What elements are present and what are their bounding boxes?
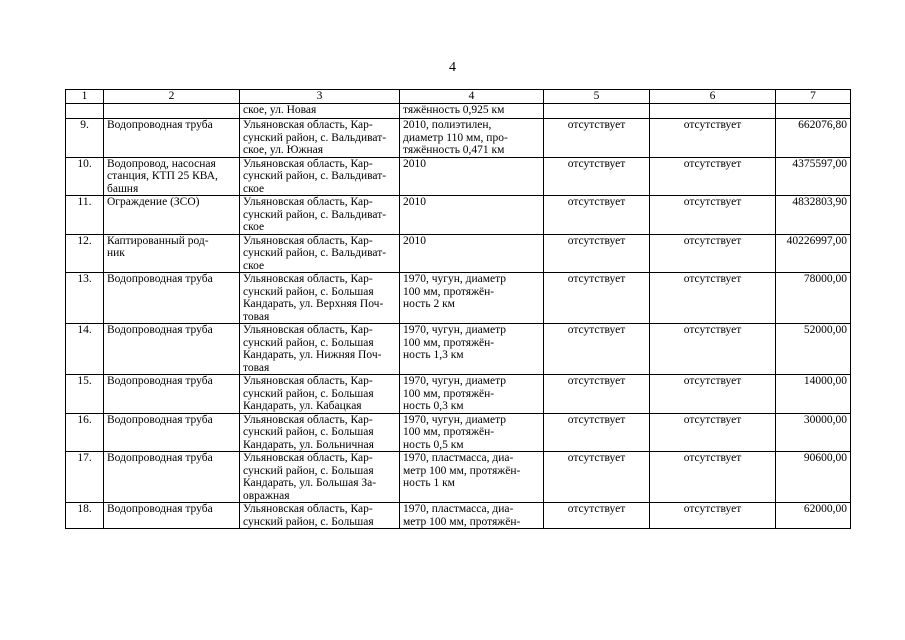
row-number-cell: 15.: [66, 375, 104, 414]
object-name-cell: [104, 104, 240, 119]
property-table: [65, 89, 851, 529]
details-cell: 2010: [400, 196, 544, 235]
details-cell: 2010: [400, 234, 544, 273]
column-number: 3: [240, 90, 400, 104]
object-name-cell: Водопроводная труба: [104, 503, 240, 529]
value-cell: 78000,00: [776, 273, 851, 324]
value-cell: 4375597,00: [776, 157, 851, 196]
table-row: [66, 413, 851, 452]
value-cell: 4832803,90: [776, 196, 851, 235]
table-row: [66, 503, 851, 529]
address-cell: Ульяновская область, Кар- сунский район, с. Вальдиват- ское, ул. Южная: [240, 119, 400, 158]
value-cell: [776, 104, 851, 119]
table-row: [66, 196, 851, 235]
details-cell: 2010, полиэтилен, диаметр 110 мм, про- тяжённость 0,471 км: [400, 119, 544, 158]
status-cell: отсутствует: [544, 503, 650, 529]
table-row: [66, 234, 851, 273]
row-number-cell: 18.: [66, 503, 104, 529]
status-cell: отсутствует: [544, 157, 650, 196]
details-cell: 1970, чугун, диаметр 100 мм, протяжён- ность 0,5 км: [400, 413, 544, 452]
object-name-cell: Водопроводная труба: [104, 452, 240, 503]
value-cell: 62000,00: [776, 503, 851, 529]
table-row: [66, 324, 851, 375]
details-cell: 1970, пластмасса, диа- метр 100 мм, протяжён- ность 1 км: [400, 452, 544, 503]
details-cell: 1970, чугун, диаметр 100 мм, протяжён- ность 0,3 км: [400, 375, 544, 414]
address-cell: Ульяновская область, Кар- сунский район, с. Вальдиват- ское: [240, 157, 400, 196]
column-number: 2: [104, 90, 240, 104]
page-number: 4: [449, 60, 456, 75]
status-cell: отсутствует: [544, 375, 650, 414]
table-row: [66, 452, 851, 503]
object-name-cell: Водопроводная труба: [104, 324, 240, 375]
status-cell: отсутствует: [544, 324, 650, 375]
column-number-row: [66, 90, 851, 104]
row-number-cell: 13.: [66, 273, 104, 324]
row-number-cell: 9.: [66, 119, 104, 158]
address-cell: Ульяновская область, Кар- сунский район, с. Большая Кандарать, ул. Нижняя Поч- товая: [240, 324, 400, 375]
address-cell: Ульяновская область, Кар- сунский район, с. Большая Кандарать, ул. Большая За- овражная: [240, 452, 400, 503]
status-cell: [650, 104, 776, 119]
status-cell: отсутствует: [650, 452, 776, 503]
object-name-cell: Водопровод, насосная станция, КТП 25 КВА, башня: [104, 157, 240, 196]
row-number-cell: 17.: [66, 452, 104, 503]
address-cell: ское, ул. Новая: [240, 104, 400, 119]
status-cell: отсутствует: [544, 234, 650, 273]
table-row: [66, 157, 851, 196]
address-cell: Ульяновская область, Кар- сунский район, с. Большая Кандарать, ул. Верхняя Поч- товая: [240, 273, 400, 324]
details-cell: тяжённость 0,925 км: [400, 104, 544, 119]
row-number-cell: [66, 104, 104, 119]
row-number-cell: 14.: [66, 324, 104, 375]
status-cell: [544, 104, 650, 119]
address-cell: Ульяновская область, Кар- сунский район, с. Большая Кандарать, ул. Кабацкая: [240, 375, 400, 414]
column-number: 7: [776, 90, 851, 104]
object-name-cell: Водопроводная труба: [104, 413, 240, 452]
status-cell: отсутствует: [650, 196, 776, 235]
status-cell: отсутствует: [544, 452, 650, 503]
status-cell: отсутствует: [544, 273, 650, 324]
status-cell: отсутствует: [650, 503, 776, 529]
table-row: [66, 273, 851, 324]
column-number: 5: [544, 90, 650, 104]
value-cell: 40226997,00: [776, 234, 851, 273]
status-cell: отсутствует: [650, 273, 776, 324]
value-cell: 52000,00: [776, 324, 851, 375]
status-cell: отсутствует: [544, 413, 650, 452]
column-number: 1: [66, 90, 104, 104]
status-cell: отсутствует: [650, 157, 776, 196]
table-row: [66, 104, 851, 119]
address-cell: Ульяновская область, Кар- сунский район, с. Вальдиват- ское: [240, 234, 400, 273]
table-row: [66, 375, 851, 414]
status-cell: отсутствует: [544, 196, 650, 235]
column-number: 6: [650, 90, 776, 104]
status-cell: отсутствует: [544, 119, 650, 158]
status-cell: отсутствует: [650, 234, 776, 273]
details-cell: 2010: [400, 157, 544, 196]
details-cell: 1970, чугун, диаметр 100 мм, протяжён- ность 2 км: [400, 273, 544, 324]
object-name-cell: Каптированный род- ник: [104, 234, 240, 273]
status-cell: отсутствует: [650, 375, 776, 414]
details-cell: 1970, чугун, диаметр 100 мм, протяжён- ность 1,3 км: [400, 324, 544, 375]
object-name-cell: Водопроводная труба: [104, 119, 240, 158]
address-cell: Ульяновская область, Кар- сунский район, с. Большая: [240, 503, 400, 529]
address-cell: Ульяновская область, Кар- сунский район, с. Большая Кандарать, ул. Больничная: [240, 413, 400, 452]
value-cell: 90600,00: [776, 452, 851, 503]
table-row: [66, 119, 851, 158]
details-cell: 1970, пластмасса, диа- метр 100 мм, протяжён-: [400, 503, 544, 529]
value-cell: 662076,80: [776, 119, 851, 158]
value-cell: 14000,00: [776, 375, 851, 414]
status-cell: отсутствует: [650, 413, 776, 452]
value-cell: 30000,00: [776, 413, 851, 452]
object-name-cell: Ограждение (ЗСО): [104, 196, 240, 235]
row-number-cell: 12.: [66, 234, 104, 273]
row-number-cell: 11.: [66, 196, 104, 235]
object-name-cell: Водопроводная труба: [104, 375, 240, 414]
row-number-cell: 16.: [66, 413, 104, 452]
address-cell: Ульяновская область, Кар- сунский район, с. Вальдиват- ское: [240, 196, 400, 235]
column-number: 4: [400, 90, 544, 104]
object-name-cell: Водопроводная труба: [104, 273, 240, 324]
row-number-cell: 10.: [66, 157, 104, 196]
status-cell: отсутствует: [650, 119, 776, 158]
status-cell: отсутствует: [650, 324, 776, 375]
